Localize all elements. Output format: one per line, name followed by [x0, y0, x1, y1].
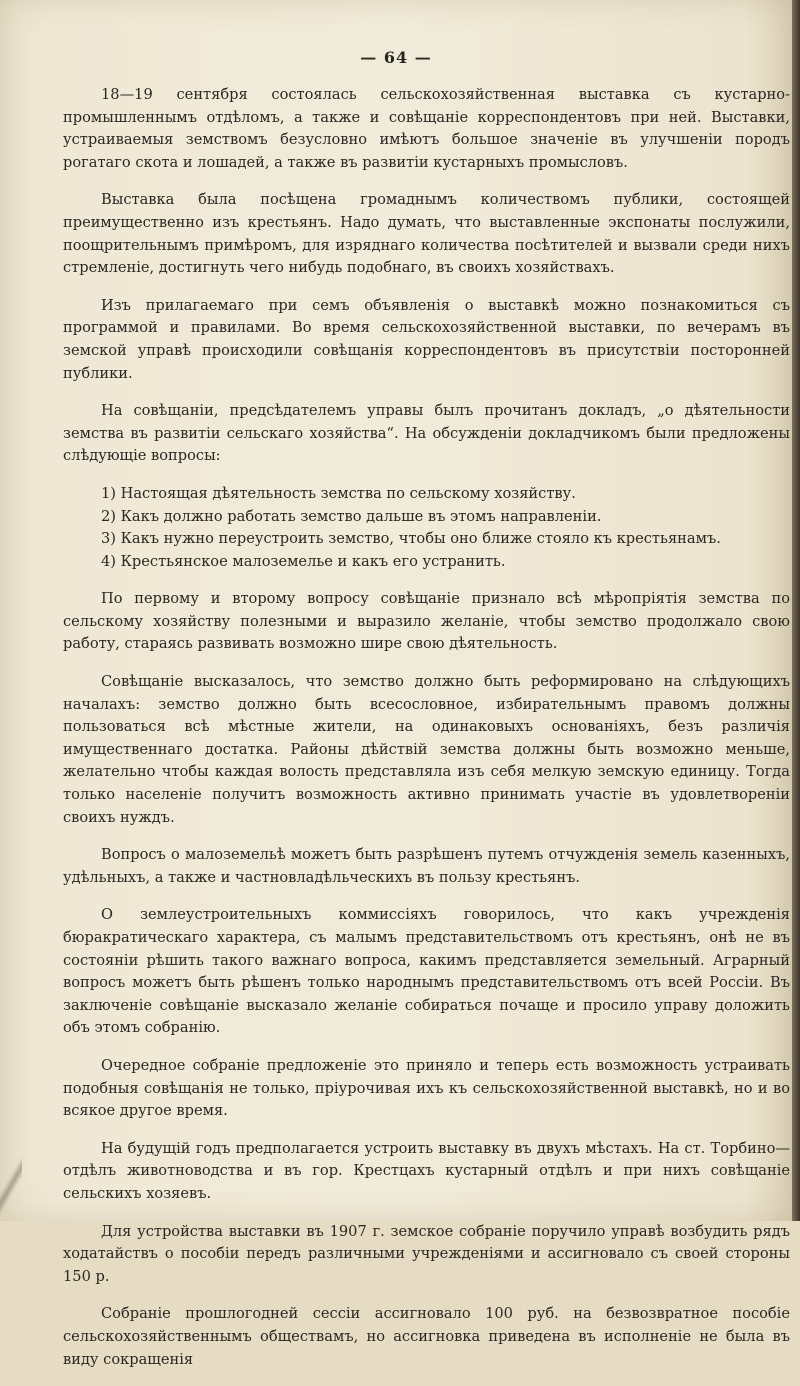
paragraph-program: Изъ прилагаемаго при семъ объявленія о выставкѣ можно познакомиться съ программой и правилами. Во время сельскохозяйственной выставки, по вечерамъ въ земской управѣ происходили совѣщанія корреспондентовъ въ присутствіи посторонней публики.: [63, 296, 790, 382]
paragraph-visitors: Выставка была посѣщена громаднымъ количествомъ публики, состоящей преимущественно изъ крестьянъ. Надо думать, что выставленные экспонаты послужили, поощрительнымъ примѣромъ, для изряднаго количества посѣтителей и вызвали среди нихъ стремленіе, достигнуть чего нибудь подобнаго, въ своихъ хозяйствахъ.: [63, 191, 790, 277]
paragraph-allocation: Собраніе прошлогодней сессіи ассигновало 100 руб. на безвозвратное пособіе сельскохозяйственнымъ обществамъ, но ассигновка приведена въ исполненіе не была въ виду сокращенія: [63, 1305, 790, 1368]
paragraph-first-second: По первому и второму вопросу совѣщаніе признало всѣ мѣропріятія земства по сельскому хозяйству полезными и выразило желаніе, чтобы земство продолжало свою работу, стараясь развивать возможно шире свою дѣятельность.: [63, 590, 790, 653]
paragraph-report: На совѣщаніи, предсѣдателемъ управы былъ прочитанъ докладъ, „о дѣятельности земства въ развитіи сельскаго хозяйства“. На обсужденіи докладчикомъ были предложены слѣдующіе вопросы:: [63, 402, 790, 465]
paragraph-commissions: О землеустроительныхъ коммиссіяхъ говорилось, что какъ учрежденія бюракратическаго характера, съ малымъ представительствомъ отъ крестьянъ, онѣ не въ состояніи рѣшить такого важнаго вопроса, какимъ представляется земельный. Аграрный вопросъ можетъ быть рѣшенъ только народнымъ представительствомъ отъ всей Россіи. Въ заключеніе совѣщаніе высказало желаніе собираться почаще и просило управу доложить объ этомъ собранію.: [63, 906, 790, 1037]
list-item: 3) Какъ нужно переустроить земство, чтобы оно ближе стояло къ крестьянамъ.: [101, 530, 721, 548]
paragraph-reform: Совѣщаніе высказалось, что земство должно быть реформировано на слѣдующихъ началахъ: земство должно быть всесословное, избирательнымъ правомъ должны пользоваться всѣ мѣстные жители, на одинаковыхъ основаніяхъ, безъ различія имущественнаго достатка. Районы дѣйствій земства должны быть возможно меньше, желательно чтобы каждая волость представляла изъ себя мелкую земскую единицу. Тогда только населеніе получитъ возможность активно принимать участіе въ удовлетвореніи своихъ нуждъ.: [63, 673, 790, 826]
list-item: 4) Крестьянское малоземелье и какъ его устранить.: [101, 552, 506, 570]
paragraph-exhibition: 18—19 сентября состоялась сельскохозяйственная выставка съ кустарно-промышленнымъ отдѣломъ, а также и совѣщаніе корреспондентовъ при ней. Выставки, устраиваемыя земствомъ безусловно имѣютъ большое значеніе въ улучшеніи породъ рогатаго скота и лошадей, а также въ развитіи кустарныхъ промысловъ.: [63, 86, 790, 171]
page-fold-shadow: [0, 1150, 22, 1221]
paragraph-land-shortage: Вопросъ о малоземельѣ можетъ быть разрѣшенъ путемъ отчужденія земель казенныхъ, удѣльныхъ, а также и частновладѣльческихъ въ пользу крестьянъ.: [63, 846, 790, 886]
paragraph-1907: Для устройства выставки въ 1907 г. земское собраніе поручило управѣ возбудить рядъ ходатайствъ о пособіи передъ различными учрежденіями и ассигновало съ своей стороны 150 р.: [63, 1222, 790, 1285]
list-item: 1) Настоящая дѣятельность земства по сельскому хозяйству.: [101, 484, 576, 502]
paragraph-meetings: Очередное собраніе предложеніе это приняло и теперь есть возможность устраивать подобныя совѣщанія не только, пріурочивая ихъ къ сельскохозяйственной выставкѣ, но и во всякое другое время.: [63, 1056, 790, 1120]
questions-list: [63, 483, 790, 573]
book-edge: [792, 0, 800, 1221]
paragraph-next-year: На будущій годъ предполагается устроить выставку въ двухъ мѣстахъ. На ст. Торбино— отдѣлъ животноводства и въ гор. Крестцахъ кустарный отдѣлъ и при нихъ совѣщаніе сельскихъ хозяевъ.: [63, 1139, 790, 1202]
page-number: — 64 —: [360, 48, 432, 67]
page-text: [63, 84, 790, 1386]
list-item: 2) Какъ должно работать земство дальше въ этомъ направленіи.: [101, 507, 602, 525]
